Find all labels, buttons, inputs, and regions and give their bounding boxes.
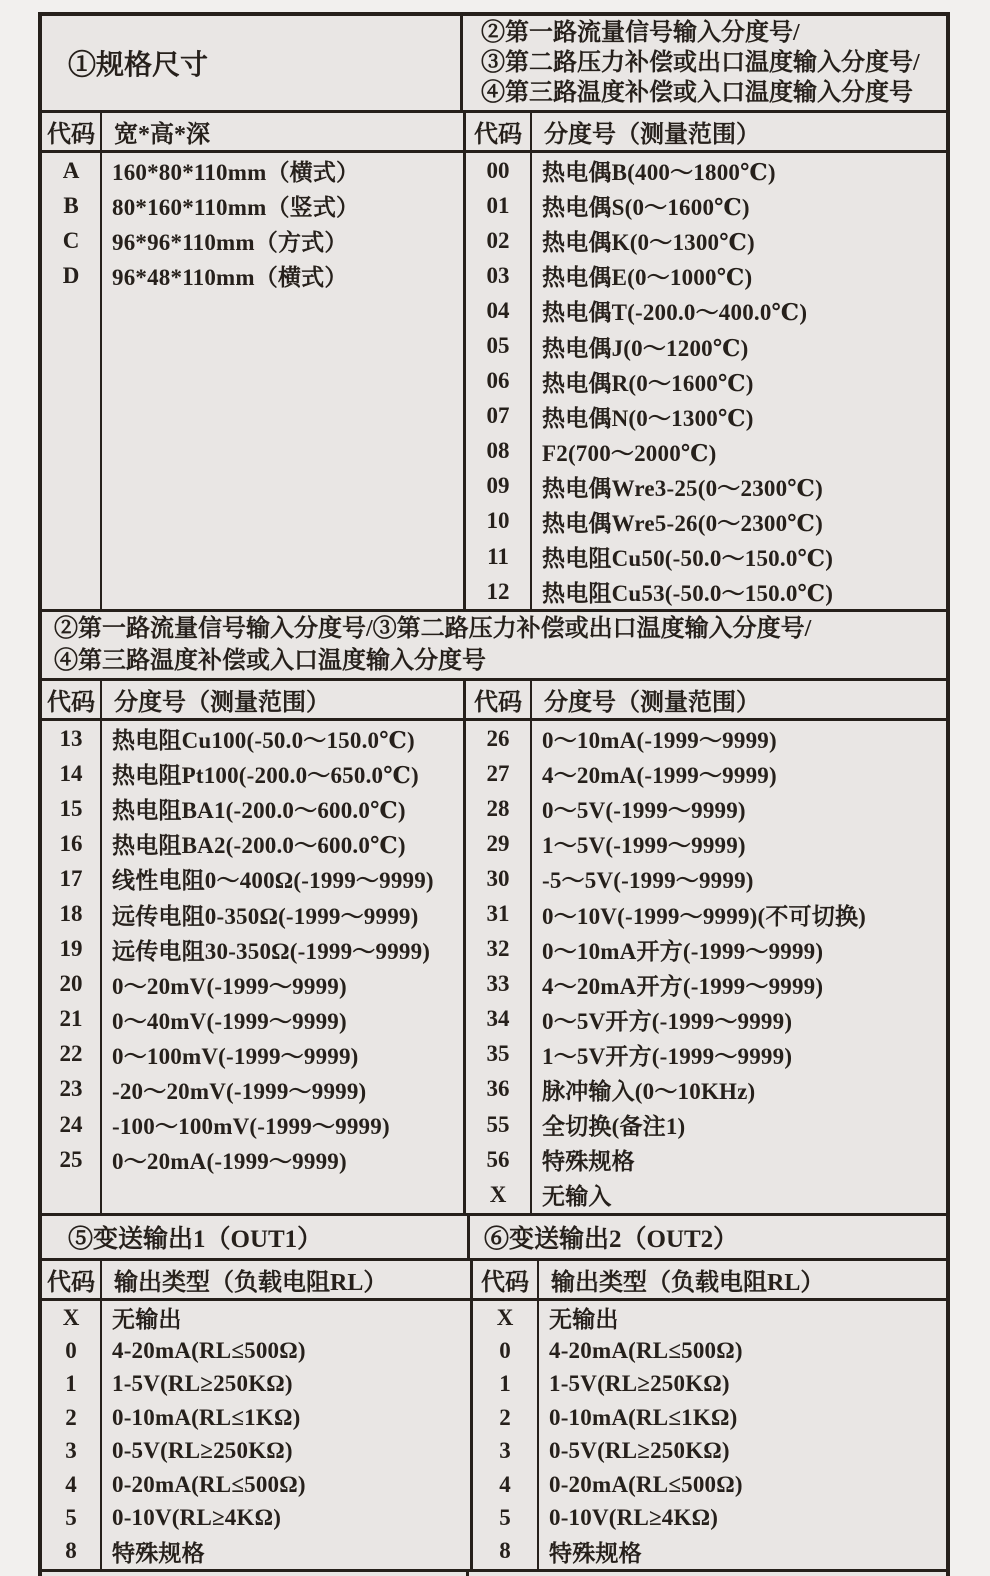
code-cell: 17 [59, 865, 83, 891]
desc-cell: 0～100mV(-1999～9999) [112, 1043, 359, 1069]
column-header-code: 代码 [466, 113, 532, 150]
code-cell: 06 [486, 368, 510, 394]
table-row [466, 364, 946, 399]
column-header-code: 代码 [42, 113, 102, 150]
table-row [466, 1142, 946, 1177]
code-cell: 28 [486, 795, 510, 821]
table-row [466, 469, 946, 504]
desc-cell: 热电阻Cu50(-50.0～150.0℃) [542, 546, 834, 572]
code-cell: C [62, 227, 80, 253]
desc-cell: 160*80*110mm（横式） [112, 160, 360, 186]
section3-right-headers [473, 1261, 946, 1298]
table-row [42, 1037, 466, 1072]
desc-cell: 特殊规格 [549, 1540, 642, 1566]
table-row [473, 1435, 946, 1468]
section3-left-rows [42, 1301, 473, 1569]
code-cell: X [62, 1304, 80, 1330]
table-row [466, 1177, 946, 1212]
code-cell: 27 [486, 760, 510, 786]
code-cell: 07 [486, 403, 510, 429]
table-row [42, 1468, 473, 1501]
desc-cell: 0～10mA(-1999～9999) [542, 728, 777, 754]
column-header-code: 代码 [42, 1261, 102, 1298]
code-cell: 30 [486, 865, 510, 891]
table-row [42, 258, 466, 293]
table-row [466, 932, 946, 967]
table-row [473, 1535, 946, 1568]
table-row [42, 932, 466, 967]
table-row [466, 721, 946, 756]
code-column-divider [100, 1301, 102, 1569]
table-row [466, 328, 946, 363]
desc-cell: 4-20mA(RL≤500Ω) [549, 1338, 743, 1364]
code-cell: 35 [486, 1041, 510, 1067]
table-row [466, 1107, 946, 1142]
code-cell: 19 [59, 936, 83, 962]
desc-cell: 0～5V(-1999～9999) [542, 798, 746, 824]
table-row [466, 1072, 946, 1107]
desc-cell: 0-20mA(RL≤500Ω) [549, 1471, 743, 1497]
section3-header-row [42, 1261, 946, 1298]
code-cell: 5 [65, 1505, 77, 1531]
desc-cell: F2(700～2000℃) [542, 440, 717, 466]
desc-cell: 远传电阻0-350Ω(-1999～9999) [112, 903, 419, 929]
code-cell: B [63, 192, 79, 218]
desc-cell: 1-5V(RL≥250KΩ) [112, 1371, 293, 1397]
section1-title-row [42, 16, 946, 110]
section1-right-headers [466, 113, 946, 150]
spec-table [38, 12, 950, 1573]
code-cell: 26 [486, 725, 510, 751]
code-cell: 09 [486, 473, 510, 499]
desc-cell: 热电偶S(0～1600℃) [542, 195, 750, 221]
code-cell: 36 [486, 1076, 510, 1102]
table-row [42, 1435, 473, 1468]
code-cell: 55 [486, 1111, 510, 1137]
column-header-code: 代码 [466, 681, 532, 718]
table-row [42, 188, 466, 223]
code-column-divider [100, 153, 102, 609]
desc-cell: 1-5V(RL≥250KΩ) [549, 1371, 730, 1397]
table-row [466, 258, 946, 293]
panel-divider [470, 1301, 473, 1569]
code-cell: 21 [59, 1006, 83, 1032]
code-cell: 34 [486, 1006, 510, 1032]
table-row [42, 896, 466, 931]
desc-cell: 热电偶B(400～1800℃) [542, 160, 776, 186]
section1-right-rows [466, 153, 946, 609]
code-column-divider [537, 1301, 539, 1569]
table-row [42, 153, 466, 188]
desc-cell: 0～20mA(-1999～9999) [112, 1149, 347, 1175]
section3-body [42, 1301, 946, 1569]
table-row [466, 967, 946, 1002]
column-header-range: 分度号（测量范围） [544, 690, 760, 716]
code-cell: 33 [486, 971, 510, 997]
desc-cell: 特殊规格 [112, 1540, 205, 1566]
table-row [466, 574, 946, 609]
table-row [466, 756, 946, 791]
table-row [42, 967, 466, 1002]
code-cell: 3 [65, 1438, 77, 1464]
desc-cell: 热电阻BA1(-200.0～600.0℃) [112, 798, 406, 824]
section3-title-row [42, 1216, 946, 1258]
section2-title [42, 612, 946, 678]
section1-right-title [463, 16, 946, 110]
next-section-sliver [38, 1572, 950, 1576]
section3-left-title: ⑤变送输出1（OUT1） [42, 1216, 470, 1258]
table-row [466, 826, 946, 861]
desc-cell: 0-5V(RL≥250KΩ) [112, 1438, 293, 1464]
desc-cell: 4-20mA(RL≤500Ω) [112, 1338, 306, 1364]
section3-right-title: ⑥变送输出2（OUT2） [484, 1226, 739, 1253]
desc-cell: 0-10V(RL≥4KΩ) [549, 1505, 719, 1531]
code-cell: 25 [59, 1146, 83, 1172]
table-row [42, 1501, 473, 1534]
desc-cell: 80*160*110mm（竖式） [112, 195, 360, 221]
table-row [42, 1072, 466, 1107]
table-row [42, 1368, 473, 1401]
code-cell: 2 [499, 1404, 511, 1430]
section2-body [42, 721, 946, 1213]
column-header-range: 分度号（测量范围） [114, 690, 330, 716]
desc-cell: -5～5V(-1999～9999) [542, 868, 754, 894]
table-row [466, 293, 946, 328]
code-cell: 8 [65, 1538, 77, 1564]
code-cell: 04 [486, 297, 510, 323]
title-line: ③第二路压力补偿或出口温度输入分度号/ [481, 50, 920, 76]
desc-cell: 4～20mA(-1999～9999) [542, 763, 777, 789]
code-cell: 13 [59, 725, 83, 751]
table-row [42, 1301, 473, 1334]
code-cell: 29 [486, 830, 510, 856]
section1-left-headers [42, 113, 466, 150]
table-row [473, 1468, 946, 1501]
table-row [42, 1002, 466, 1037]
desc-cell: 0～10V(-1999～9999)(不可切换) [542, 903, 867, 929]
desc-cell: 0～10mA开方(-1999～9999) [542, 938, 824, 964]
desc-cell: 热电偶E(0～1000℃) [542, 265, 753, 291]
code-cell: 0 [499, 1338, 511, 1364]
code-cell: A [62, 157, 80, 183]
table-row [42, 1334, 473, 1367]
desc-cell: -20～20mV(-1999～9999) [112, 1078, 367, 1104]
code-cell: 3 [499, 1438, 511, 1464]
section1-header-row [42, 113, 946, 150]
table-row [466, 896, 946, 931]
code-cell: 12 [486, 578, 510, 604]
section1-body [42, 153, 946, 609]
desc-cell: -100～100mV(-1999～9999) [112, 1114, 390, 1140]
code-cell: X [489, 1181, 507, 1207]
desc-cell: 0-10mA(RL≤1KΩ) [112, 1404, 301, 1430]
code-cell: 02 [486, 227, 510, 253]
desc-cell: 0-10mA(RL≤1KΩ) [549, 1404, 738, 1430]
desc-cell: 热电偶J(0～1200℃) [542, 335, 749, 361]
desc-cell: 线性电阻0～400Ω(-1999～9999) [112, 868, 434, 894]
code-cell: 00 [486, 157, 510, 183]
code-cell: 22 [59, 1041, 83, 1067]
desc-cell: 0-10V(RL≥4KΩ) [112, 1505, 282, 1531]
code-cell: 14 [59, 760, 83, 786]
desc-cell: 96*96*110mm（方式） [112, 230, 348, 256]
column-header-size: 宽*高*深 [114, 122, 210, 148]
code-cell: 1 [499, 1371, 511, 1397]
desc-cell: 0～20mV(-1999～9999) [112, 973, 347, 999]
table-row [42, 1535, 473, 1568]
table-row [42, 1401, 473, 1434]
title-line: ④第三路温度补偿或入口温度输入分度号 [54, 648, 486, 674]
desc-cell: 脉冲输入(0～10KHz) [542, 1078, 756, 1104]
desc-cell: 无输出 [112, 1307, 182, 1333]
table-row [466, 188, 946, 223]
column-header-output-type: 输出类型（负载电阻RL） [551, 1270, 825, 1296]
table-row [473, 1401, 946, 1434]
column-header-code: 代码 [42, 681, 102, 718]
desc-cell: 热电偶R(0～1600℃) [542, 370, 754, 396]
table-row [466, 434, 946, 469]
desc-cell: 热电偶T(-200.0～400.0℃) [542, 300, 808, 326]
code-cell: 24 [59, 1111, 83, 1137]
table-row [466, 791, 946, 826]
desc-cell: 特殊规格 [542, 1149, 635, 1175]
code-cell: 16 [59, 830, 83, 856]
desc-cell: 无输入 [542, 1184, 612, 1210]
column-header-range: 分度号（测量范围） [544, 122, 760, 148]
table-row [473, 1334, 946, 1367]
code-cell: 15 [59, 795, 83, 821]
panel-divider [463, 721, 466, 1213]
desc-cell: 热电偶Wre5-26(0～2300℃) [542, 510, 823, 536]
desc-cell: 热电阻Cu100(-50.0～150.0℃) [112, 728, 415, 754]
section2-left-headers [42, 681, 466, 718]
table-row [42, 861, 466, 896]
panel-divider [466, 1572, 469, 1576]
code-cell: 32 [486, 936, 510, 962]
title-line: ②第一路流量信号输入分度号/③第二路压力补偿或出口温度输入分度号/ [54, 616, 812, 642]
table-row [42, 1142, 466, 1177]
code-cell: 03 [486, 262, 510, 288]
table-row [42, 791, 466, 826]
code-cell: 8 [499, 1538, 511, 1564]
desc-cell: 全切换(备注1) [542, 1114, 686, 1140]
code-cell: 4 [65, 1471, 77, 1497]
section3-right-rows [473, 1301, 946, 1569]
table-row [466, 504, 946, 539]
desc-cell: 0～40mV(-1999～9999) [112, 1008, 347, 1034]
desc-cell: 远传电阻30-350Ω(-1999～9999) [112, 938, 431, 964]
table-row [466, 861, 946, 896]
table-row [42, 1107, 466, 1142]
title-line: ②第一路流量信号输入分度号/ [481, 20, 800, 46]
table-row [466, 1002, 946, 1037]
table-row [42, 826, 466, 861]
section2-right-rows [466, 721, 946, 1213]
code-cell: X [496, 1304, 514, 1330]
code-cell: 18 [59, 901, 83, 927]
code-cell: 2 [65, 1404, 77, 1430]
table-row [466, 399, 946, 434]
section1-left-rows [42, 153, 466, 609]
code-cell: 0 [65, 1338, 77, 1364]
code-column-divider [530, 153, 532, 609]
code-cell: 23 [59, 1076, 83, 1102]
desc-cell: 96*48*110mm（横式） [112, 265, 348, 291]
desc-cell: 热电阻Pt100(-200.0～650.0℃) [112, 763, 419, 789]
title-line: ④第三路温度补偿或入口温度输入分度号 [481, 80, 913, 106]
code-cell: 31 [486, 901, 510, 927]
desc-cell: 热电阻BA2(-200.0～600.0℃) [112, 833, 406, 859]
code-cell: 1 [65, 1371, 77, 1397]
code-column-divider [100, 721, 102, 1213]
desc-cell: 0～5V开方(-1999～9999) [542, 1008, 793, 1034]
section2-right-headers [466, 681, 946, 718]
code-cell: 4 [499, 1471, 511, 1497]
table-row [42, 223, 466, 258]
code-cell: 5 [499, 1505, 511, 1531]
desc-cell: 0-5V(RL≥250KΩ) [549, 1438, 730, 1464]
table-row [473, 1301, 946, 1334]
table-row [42, 721, 466, 756]
desc-cell: 无输出 [549, 1307, 619, 1333]
code-cell: 05 [486, 333, 510, 359]
desc-cell: 热电偶N(0～1300℃) [542, 405, 754, 431]
code-cell: 20 [59, 971, 83, 997]
section2-left-rows [42, 721, 466, 1213]
section1-left-title: ①规格尺寸 [42, 16, 463, 110]
code-cell: 10 [486, 508, 510, 534]
desc-cell: 1～5V(-1999～9999) [542, 833, 746, 859]
section2-header-row [42, 681, 946, 718]
desc-cell: 热电偶Wre3-25(0～2300℃) [542, 475, 823, 501]
table-row [466, 539, 946, 574]
code-cell: 08 [486, 438, 510, 464]
panel-divider [463, 153, 466, 609]
section3-left-headers [42, 1261, 473, 1298]
code-cell: 11 [487, 543, 509, 569]
desc-cell: 热电阻Cu53(-50.0～150.0℃) [542, 581, 834, 607]
column-header-code: 代码 [473, 1261, 539, 1298]
table-row [466, 153, 946, 188]
table-row [42, 756, 466, 791]
code-cell: 01 [486, 192, 510, 218]
column-header-output-type: 输出类型（负载电阻RL） [114, 1270, 388, 1296]
code-column-divider [530, 721, 532, 1213]
table-row [473, 1501, 946, 1534]
desc-cell: 1～5V开方(-1999～9999) [542, 1043, 793, 1069]
table-row [466, 1037, 946, 1072]
desc-cell: 4～20mA开方(-1999～9999) [542, 973, 824, 999]
code-cell: 56 [486, 1146, 510, 1172]
desc-cell: 0-20mA(RL≤500Ω) [112, 1471, 306, 1497]
table-row [473, 1368, 946, 1401]
code-cell: D [62, 262, 80, 288]
desc-cell: 热电偶K(0～1300℃) [542, 230, 755, 256]
table-row [466, 223, 946, 258]
